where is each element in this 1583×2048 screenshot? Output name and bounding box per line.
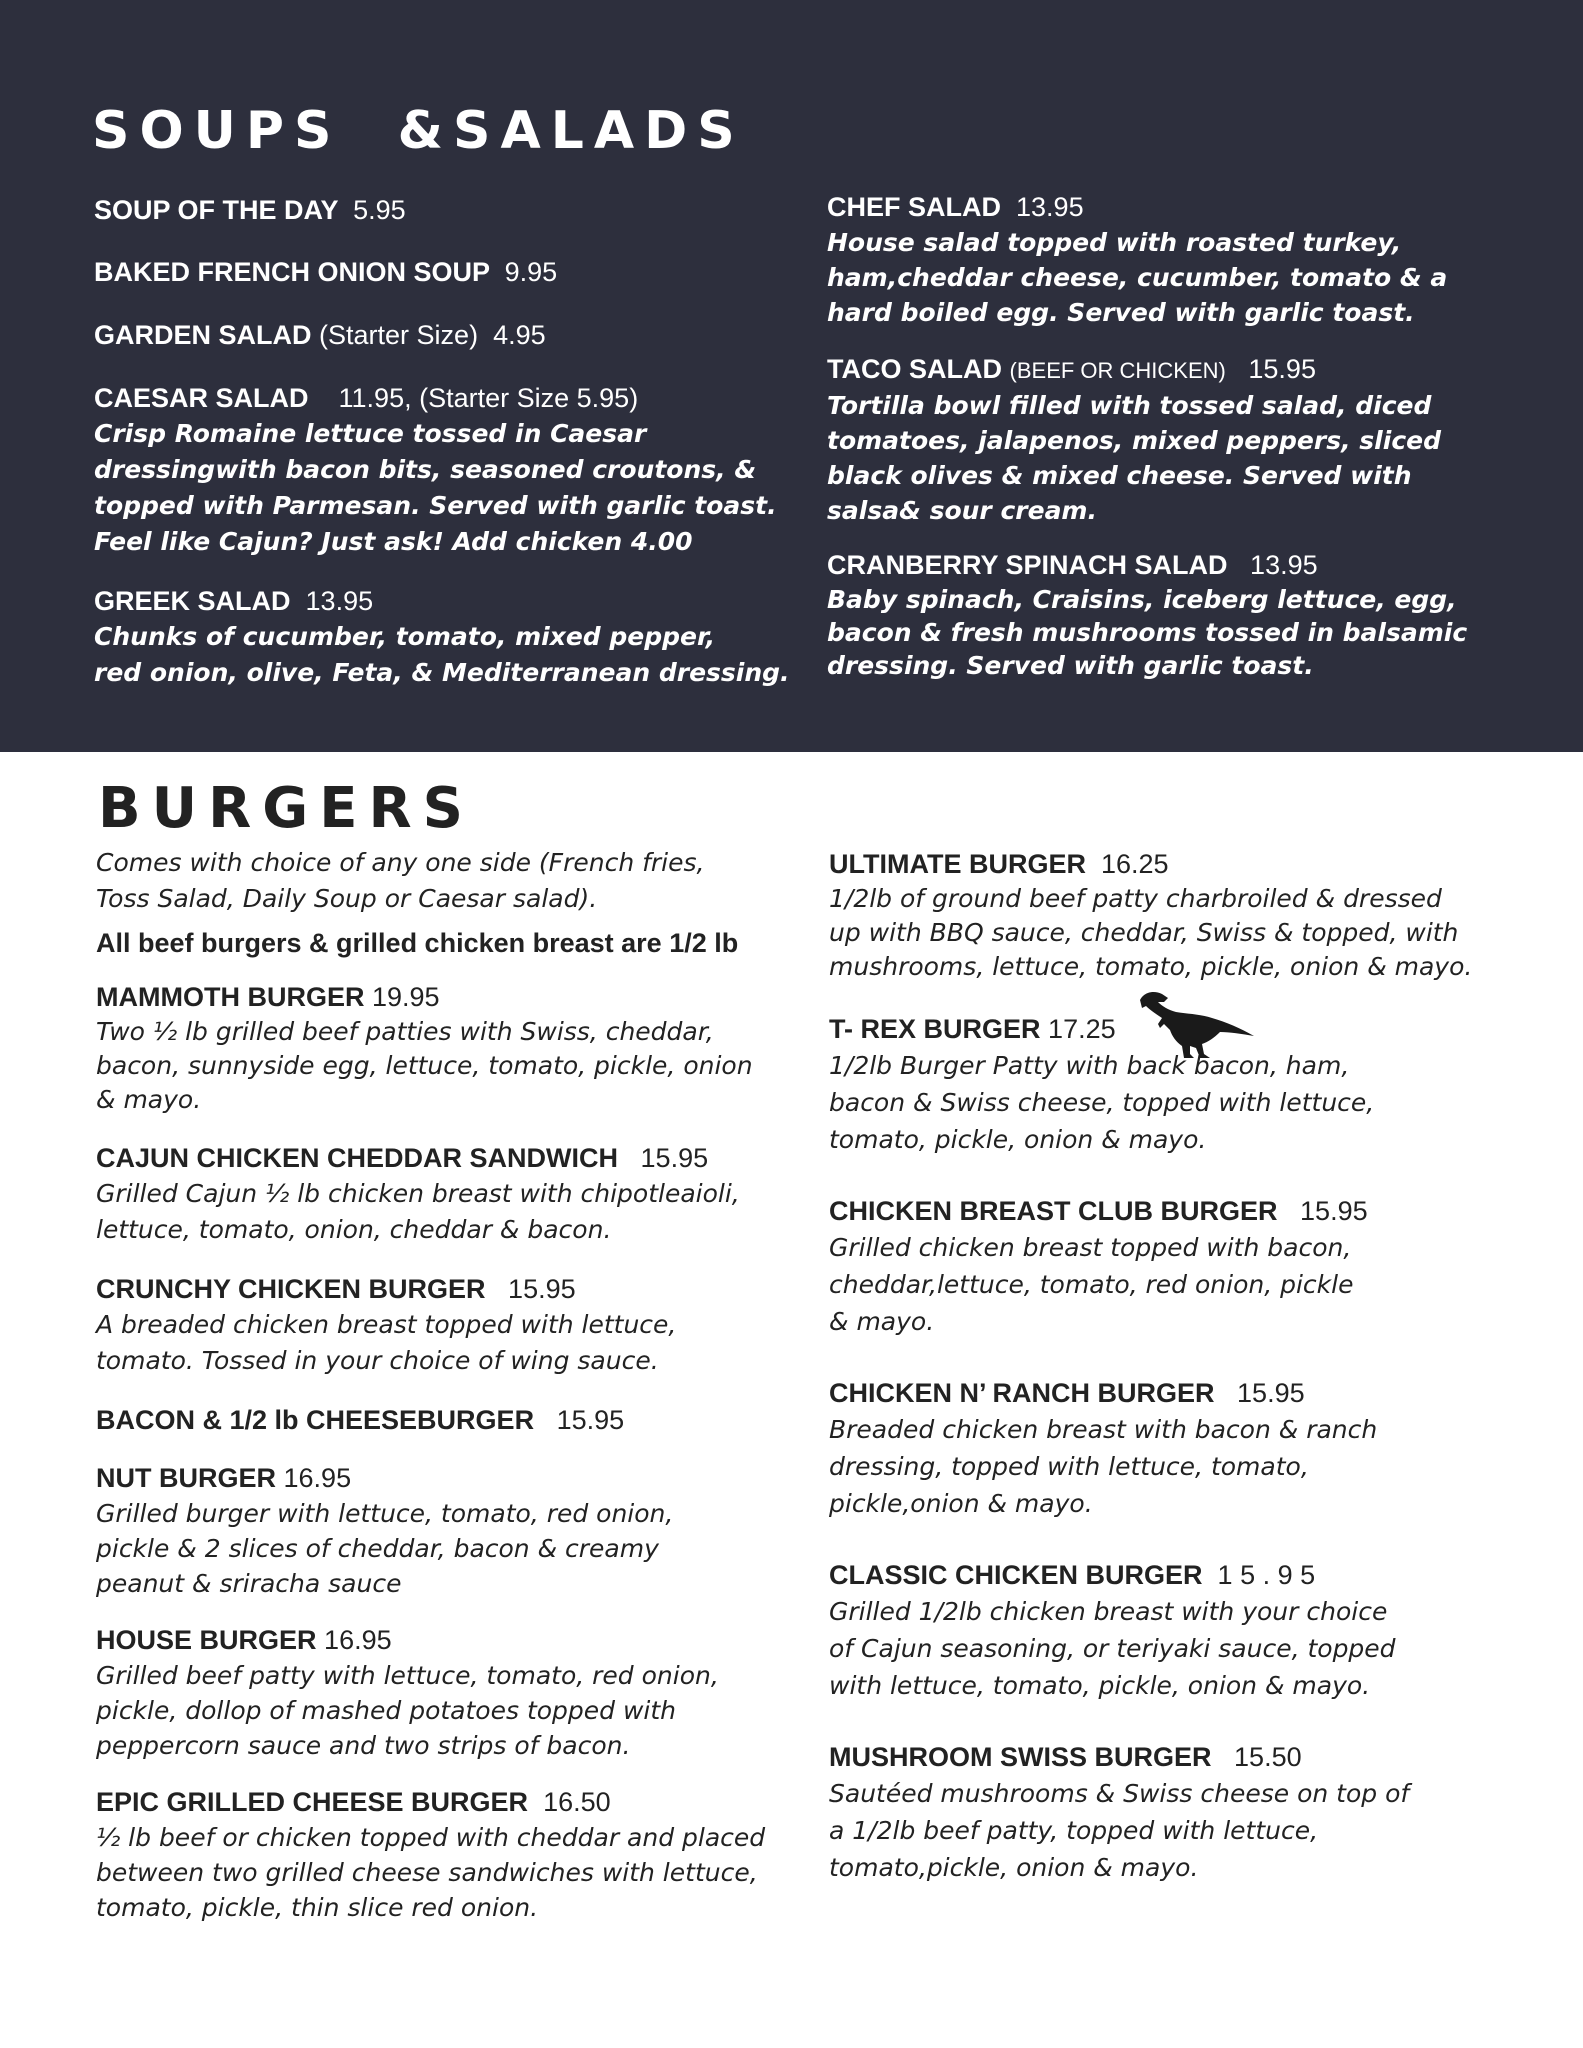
item-price: 15.95 [1300, 1196, 1368, 1226]
item-description: Grilled burger with lettuce, tomato, red onion, pickle & 2 slices of cheddar, bacon & creamy peanut & sriracha sauce [96, 1499, 674, 1598]
item-price: 11.95, (Starter Size 5.95) [338, 383, 639, 413]
item-name: TACO SALAD [827, 354, 1002, 384]
item-price: 13.95 [305, 586, 374, 616]
item-name: CHICKEN N’ RANCH BURGER [829, 1378, 1215, 1408]
burgers-intro: Comes with choice of any one side (French fries, Toss Salad, Daily Soup or Caesar salad). [96, 848, 705, 913]
item-price: 15.95 [640, 1143, 709, 1173]
item-name: CHICKEN BREAST CLUB BURGER [829, 1196, 1278, 1226]
menu-item [829, 1376, 1519, 1522]
menu-item [829, 1558, 1519, 1704]
item-price: 15.50 [1234, 1742, 1302, 1772]
item-price: 17.25 [1048, 1014, 1116, 1044]
soups-salads-heading: SOUPS &SALADS [92, 101, 745, 161]
menu-item [829, 1194, 1519, 1340]
menu-item [94, 193, 784, 228]
item-description: Baby spinach, Craisins, iceberg lettuce, egg, bacon & fresh mushrooms tossed in balsamic dressing. Served with garlic toast. [827, 585, 1468, 680]
burgers-left-column [96, 845, 786, 1925]
item-name: SOUP OF THE DAY [94, 195, 339, 225]
item-description: Crisp Romaine lettuce tossed in Caesar dressingwith bacon bits, seasoned croutons, & topped with Parmesan. Served with garlic toast. Feel like Cajun? Just ask! Add chicken 4.00 [94, 419, 777, 556]
menu-item [96, 1272, 786, 1379]
item-price: 9.95 [504, 257, 558, 287]
item-description: Tortilla bowl filled with tossed salad, diced tomatoes, jalapenos, mixed peppers, sliced black olives & mixed cheese. Served with salsa& sour cream. [827, 391, 1441, 525]
item-name: EPIC GRILLED CHEESE BURGER [96, 1787, 529, 1817]
item-description: ½ lb beef or chicken topped with cheddar and placed between two grilled cheese sandwiches with lettuce, tomato, pickle, thin slice red onion. [96, 1823, 766, 1922]
item-price: 15.95 [556, 1405, 625, 1435]
menu-item [96, 1623, 786, 1763]
item-note: (BEEF OR CHICKEN) [1009, 358, 1226, 383]
item-name: ULTIMATE BURGER [829, 849, 1086, 879]
soups-left-column [94, 193, 790, 691]
soups-salads-section [0, 0, 1583, 752]
item-name: CHEF SALAD [827, 192, 1001, 222]
item-price: 16.95 [324, 1625, 392, 1655]
item-description: Breaded chicken breast with bacon & ranch dressing, topped with lettuce, tomato, pickle,onion & mayo. [829, 1415, 1378, 1518]
item-description: A breaded chicken breast topped with lettuce, tomato. Tossed in your choice of wing sauce. [96, 1310, 677, 1375]
item-price: 15.95 [1248, 354, 1316, 384]
burgers-heading: BURGERS [98, 776, 474, 841]
item-price: 13.95 [1250, 550, 1318, 580]
menu-item [96, 980, 786, 1117]
item-description: Grilled Cajun ½ lb chicken breast with chipotleaioli, lettuce, tomato, onion, cheddar & bacon. [96, 1179, 740, 1244]
item-name: BACON & 1/2 lb CHEESEBURGER [96, 1405, 535, 1435]
soups-right-column [827, 190, 1517, 682]
item-description: House salad topped with roasted turkey, ham,cheddar cheese, cucumber, tomato & a hard boiled egg. Served with garlic toast. [827, 228, 1448, 327]
item-price: 15.95 [508, 1274, 576, 1304]
item-price: 16.95 [283, 1463, 352, 1493]
menu-item [829, 847, 1519, 984]
item-price: 15.95 [1237, 1378, 1305, 1408]
item-name: MAMMOTH BURGER [96, 982, 365, 1012]
menu-item [94, 255, 784, 290]
t-rex-icon [1138, 988, 1256, 1060]
item-name: HOUSE BURGER [96, 1625, 317, 1655]
item-name: CAESAR SALAD [94, 383, 309, 413]
item-description: 1/2lb Burger Patty with back bacon, ham, bacon & Swiss cheese, topped with lettuce, tomato, pickle, onion & mayo. [829, 1051, 1375, 1154]
menu-item [94, 318, 784, 353]
item-description: Grilled chicken breast topped with bacon, cheddar,lettuce, tomato, red onion, pickle & mayo. [829, 1233, 1354, 1336]
burgers-note: All beef burgers & grilled chicken breast are 1/2 lb [96, 928, 739, 958]
item-name: CRUNCHY CHICKEN BURGER [96, 1274, 486, 1304]
item-description: Sautéed mushrooms & Swiss cheese on top of a 1/2lb beef patty, topped with lettuce, tomato,pickle, onion & mayo. [829, 1779, 1410, 1882]
item-price: 16.25 [1101, 849, 1169, 879]
item-price: 19.95 [372, 982, 440, 1012]
item-name: GARDEN SALAD [94, 320, 312, 350]
item-name: MUSHROOM SWISS BURGER [829, 1742, 1212, 1772]
menu-item [94, 381, 784, 560]
item-description: 1/2lb of ground beef patty charbroiled & dressed up with BBQ sauce, cheddar, Swiss & topped, with mushrooms, lettuce, tomato, pickle, onion & mayo. [829, 884, 1473, 981]
menu-item [94, 584, 790, 691]
item-price: 16.50 [543, 1787, 611, 1817]
item-name: T- REX BURGER [829, 1014, 1041, 1044]
menu-item [96, 1785, 786, 1925]
menu-item [827, 190, 1517, 330]
item-description: Grilled 1/2lb chicken breast with your choice of Cajun seasoning, or teriyaki sauce, topped with lettuce, tomato, pickle, onion & mayo. [829, 1597, 1396, 1700]
item-name: CRANBERRY SPINACH SALAD [827, 550, 1228, 580]
menu-item [96, 1141, 786, 1248]
menu-item [827, 548, 1517, 682]
item-description: Two ½ lb grilled beef patties with Swiss, cheddar, bacon, sunnyside egg, lettuce, tomato, pickle, onion & mayo. [96, 1017, 753, 1114]
item-description: Chunks of cucumber, tomato, mixed pepper, red onion, olive, Feta, & Mediterranean dressing. [94, 622, 790, 687]
item-price: 5.95 [353, 195, 406, 225]
item-name: BAKED FRENCH ONION SOUP [94, 257, 490, 287]
item-price: 13.95 [1016, 192, 1084, 222]
item-name: GREEK SALAD [94, 586, 291, 616]
item-name: CAJUN CHICKEN CHEDDAR SANDWICH [96, 1143, 619, 1173]
menu-item [96, 1403, 786, 1438]
menu-item [827, 352, 1517, 528]
item-name: NUT BURGER [96, 1463, 276, 1493]
menu-item [96, 1461, 786, 1601]
item-price: 1 5 . 9 5 [1217, 1560, 1316, 1590]
menu-item [829, 1740, 1519, 1886]
item-description: Grilled beef patty with lettuce, tomato, red onion, pickle, dollop of mashed potatoes topped with peppercorn sauce and two strips of bacon. [96, 1661, 719, 1760]
item-name: CLASSIC CHICKEN BURGER [829, 1560, 1203, 1590]
item-price: (Starter Size) 4.95 [319, 320, 546, 350]
